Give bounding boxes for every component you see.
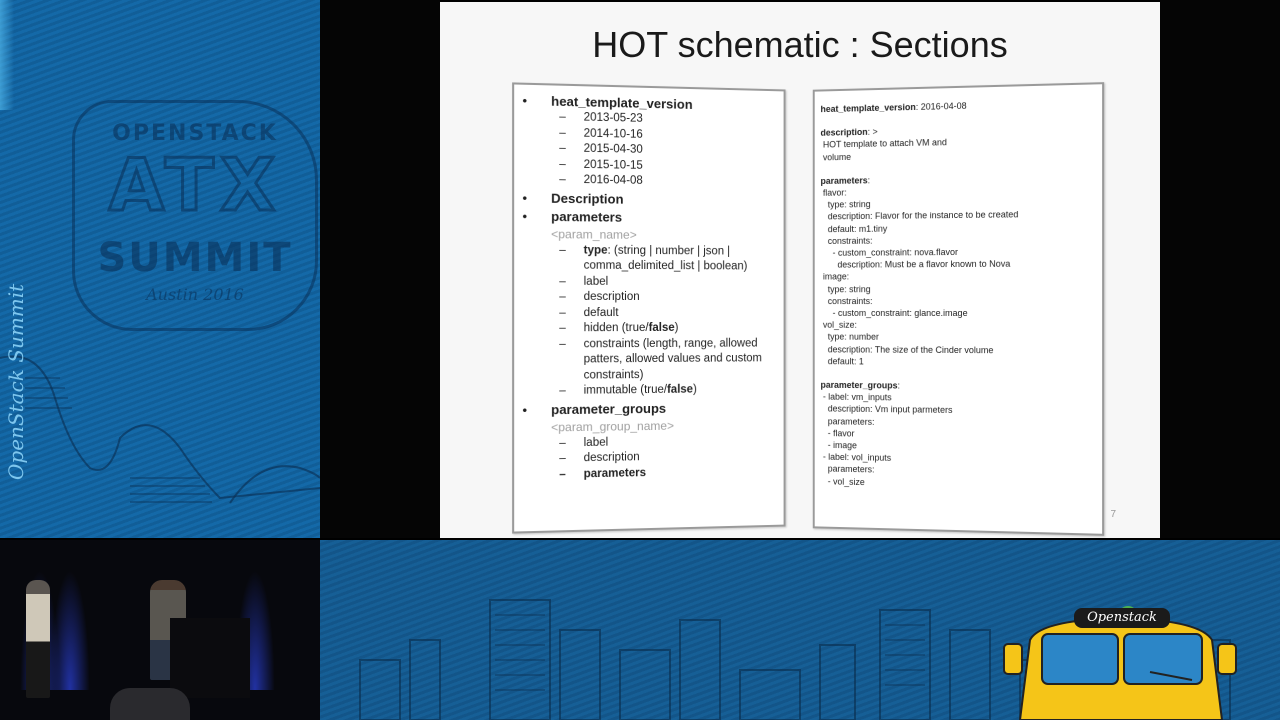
yaml-line: parameters:	[820, 463, 875, 475]
yaml-value: :	[867, 175, 871, 186]
yaml-line: constraints:	[820, 295, 873, 306]
speaker-figure	[26, 580, 50, 698]
badge-main-text: ATX	[108, 143, 282, 227]
yaml-line: type: number	[820, 332, 879, 343]
yaml-line: description: Must be a flavor known to Nova	[820, 258, 1011, 270]
yaml-key: parameter_groups	[820, 379, 898, 391]
yaml-line: HOT template to attach VM and	[820, 137, 947, 150]
item-bold: false	[667, 383, 694, 396]
yaml-line: - image	[820, 439, 857, 451]
outline-section-description: • Description	[518, 189, 783, 209]
speaker-camera-feed	[0, 540, 320, 720]
yaml-line: - flavor	[820, 427, 855, 439]
summit-branding-panel	[0, 0, 320, 538]
outline-item: – constraints (length, range, allowed patters, allowed values and custom constraints)	[518, 336, 783, 384]
sections-outline	[514, 84, 783, 483]
yaml-example-panel	[813, 82, 1104, 536]
vertical-caption: OpenStack Summit	[4, 283, 28, 480]
outline-item: – 2015-10-15	[518, 156, 783, 176]
dark-gutter	[320, 0, 440, 538]
yaml-line: - label: vol_inputs	[820, 451, 892, 464]
yaml-line: constraints:	[820, 235, 873, 246]
param-group-name-placeholder: <param_group_name>	[551, 418, 674, 434]
yaml-key: heat_template_version	[820, 101, 916, 115]
bus-sign-text: Openstack	[1087, 610, 1157, 625]
outline-section-parameter-groups: • parameter_groups	[518, 398, 783, 418]
yaml-line: description: Vm input parmeters	[820, 403, 953, 416]
yaml-code	[815, 84, 1102, 493]
yaml-line: type: string	[820, 199, 871, 210]
yaml-line: volume	[820, 151, 852, 162]
outline-item	[518, 243, 783, 276]
outline-item: – description	[518, 448, 783, 468]
yaml-line: - custom_constraint: glance.image	[820, 308, 968, 319]
outline-item: – 2015-04-30	[518, 140, 783, 160]
outline-item	[518, 321, 783, 337]
yaml-key: parameters	[820, 175, 868, 186]
outline-item: – label	[518, 433, 783, 453]
yaml-line: - vol_size	[820, 476, 865, 487]
yaml-value: : >	[867, 126, 878, 137]
outline-item	[518, 382, 783, 400]
badge-bottom-text: SUMMIT	[97, 235, 293, 281]
dark-gutter-right	[1160, 0, 1280, 538]
outline-section-parameters: • parameters	[518, 207, 783, 227]
badge-script-text: Austin 2016	[146, 285, 244, 304]
yaml-line: parameters:	[820, 415, 875, 427]
item-bold: false	[648, 321, 675, 335]
outline-item: – parameters	[518, 463, 783, 484]
yaml-line: description: Flavor for the instance to be created	[820, 209, 1019, 222]
item-text: : (string | number | json | comma_delimited_list | boolean)	[583, 244, 748, 273]
yaml-line: default: 1	[820, 356, 864, 367]
item-text: immutable (true/	[583, 383, 668, 397]
item-tail: )	[693, 383, 697, 396]
yaml-line: - label: vm_inputs	[820, 391, 892, 403]
outline-section-heat-template-version: • heat_template_version	[518, 92, 783, 115]
slide-title: HOT schematic : Sections	[592, 24, 1008, 65]
sections-outline-panel	[512, 82, 785, 533]
audience-heads	[110, 688, 190, 720]
brand-glow	[0, 0, 14, 110]
badge-top-text: OPENSTACK	[112, 121, 278, 146]
item-text: hidden (true/	[583, 322, 649, 335]
param-name-placeholder: <param_name>	[551, 226, 637, 242]
yaml-line: description: The size of the Cinder volume	[820, 344, 994, 355]
slide-number: 7	[1110, 509, 1116, 520]
yaml-line: image:	[820, 271, 850, 282]
yaml-line: type: string	[820, 283, 871, 294]
yaml-line: vol_size:	[820, 320, 857, 331]
outline-item: – description	[518, 290, 783, 306]
presentation-slide	[440, 2, 1160, 538]
yaml-line: flavor:	[820, 187, 847, 198]
yaml-value: : 2016-04-08	[915, 100, 967, 112]
yaml-line: - custom_constraint: nova.flavor	[820, 247, 959, 258]
outline-item: – 2013-05-23	[518, 109, 783, 130]
outline-item: – default	[518, 305, 783, 321]
hills-illustration-icon	[0, 338, 320, 538]
podium	[170, 618, 250, 698]
outline-item: – 2014-10-16	[518, 125, 783, 146]
yaml-value: :	[897, 380, 901, 391]
yaml-line: default: m1.tiny	[820, 223, 888, 234]
outline-item: – 2016-04-08	[518, 172, 783, 191]
item-tail: )	[674, 321, 679, 334]
yaml-key: description	[820, 127, 868, 138]
atx-summit-badge	[72, 100, 318, 331]
item-key: type	[583, 244, 608, 257]
outline-item: – label	[518, 274, 783, 290]
stage-light	[50, 570, 90, 690]
